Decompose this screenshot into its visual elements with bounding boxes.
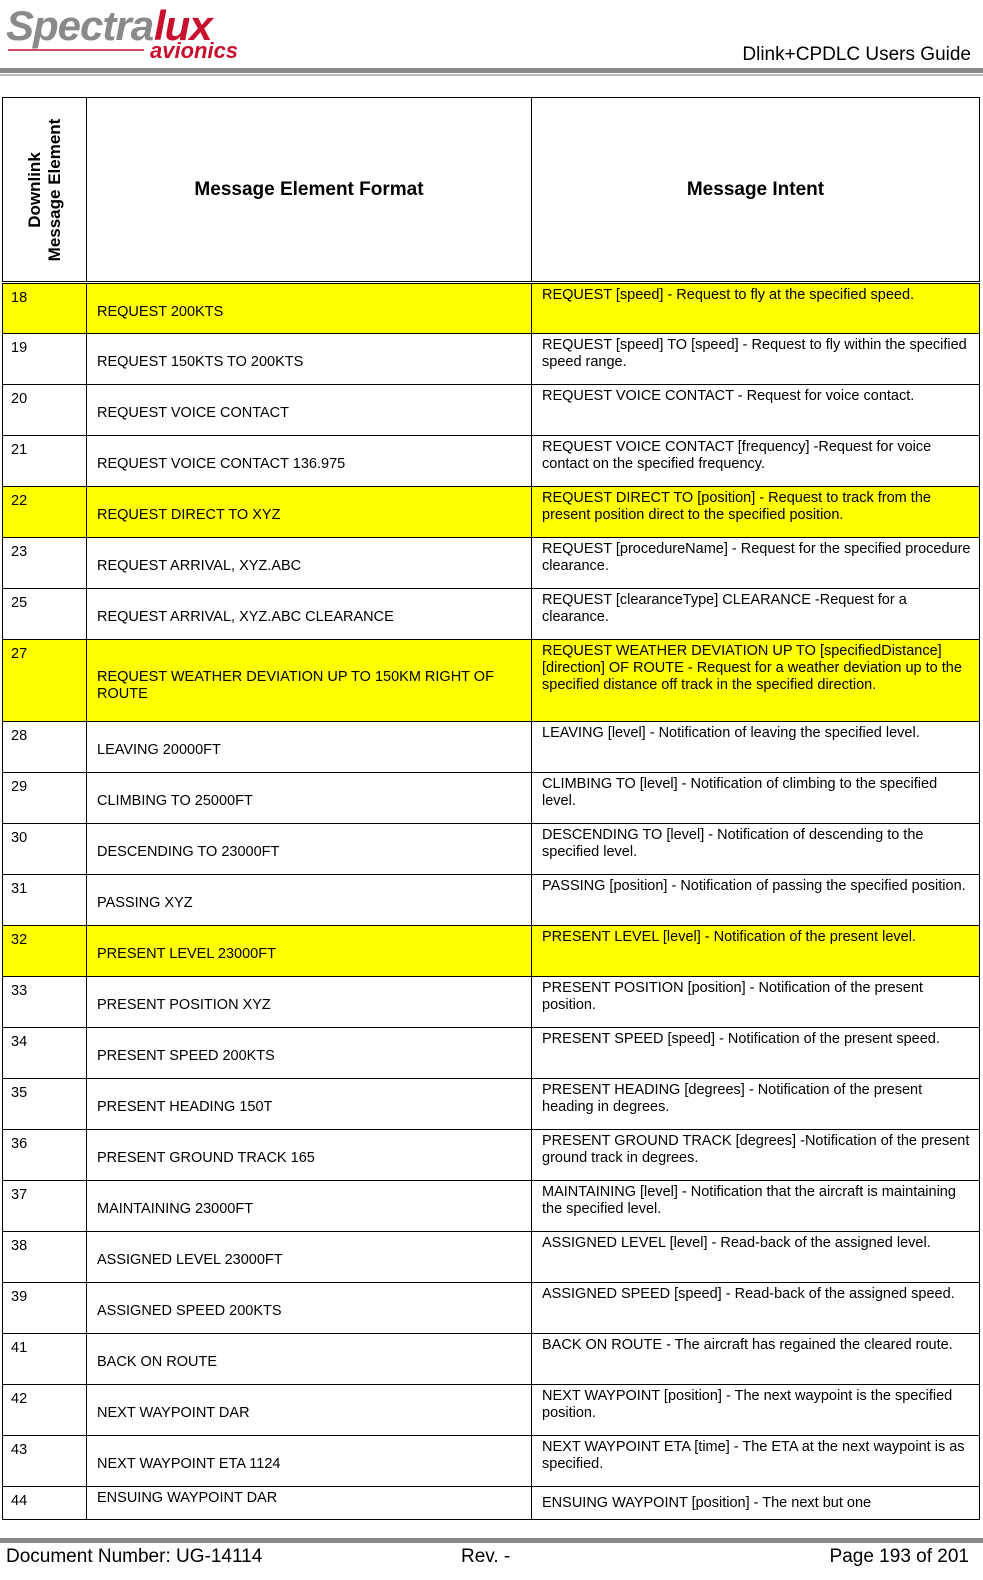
table-row — [3, 1130, 980, 1181]
row-number: 27 — [3, 640, 87, 722]
page-number: Page 193 of 201 — [829, 1546, 969, 1567]
table-row — [3, 538, 980, 589]
row-intent: ASSIGNED LEVEL [level] - Read-back of the assigned level. — [532, 1232, 980, 1283]
row-format: BACK ON ROUTE — [87, 1334, 532, 1385]
svg-text:avionics: avionics — [150, 38, 239, 63]
row-intent: LEAVING [level] - Notification of leaving the specified level. — [532, 722, 980, 773]
row-format: NEXT WAYPOINT ETA 1124 — [87, 1436, 532, 1487]
row-intent: PASSING [position] - Notification of passing the specified position. — [532, 875, 980, 926]
table-row — [3, 334, 980, 385]
row-intent: ASSIGNED SPEED [speed] - Read-back of the assigned speed. — [532, 1283, 980, 1334]
row-intent: REQUEST WEATHER DEVIATION UP TO [specifiedDistance] [direction] OF ROUTE - Request for a weather deviation up to the specified distance off track in the specified direction. — [532, 640, 980, 722]
row-number: 34 — [3, 1028, 87, 1079]
row-format: REQUEST VOICE CONTACT 136.975 — [87, 436, 532, 487]
table-row — [3, 436, 980, 487]
row-intent: PRESENT POSITION [position] - Notification of the present position. — [532, 977, 980, 1028]
table-row — [3, 773, 980, 824]
row-number: 18 — [3, 283, 87, 334]
row-format: PRESENT SPEED 200KTS — [87, 1028, 532, 1079]
row-format: ASSIGNED SPEED 200KTS — [87, 1283, 532, 1334]
row-intent: REQUEST [speed] TO [speed] - Request to fly within the specified speed range. — [532, 334, 980, 385]
table-row — [3, 875, 980, 926]
table-row — [3, 1334, 980, 1385]
document-number: Document Number: UG-14114 — [6, 1546, 263, 1567]
row-intent: REQUEST [procedureName] - Request for the specified procedure clearance. — [532, 538, 980, 589]
row-number: 37 — [3, 1181, 87, 1232]
row-number: 23 — [3, 538, 87, 589]
row-format: REQUEST ARRIVAL, XYZ.ABC — [87, 538, 532, 589]
row-format: DESCENDING TO 23000FT — [87, 824, 532, 875]
row-format: PRESENT LEVEL 23000FT — [87, 926, 532, 977]
row-intent: REQUEST DIRECT TO [position] - Request to track from the present position direct to the specified position. — [532, 487, 980, 538]
row-intent: PRESENT LEVEL [level] - Notification of the present level. — [532, 926, 980, 977]
row-format: REQUEST WEATHER DEVIATION UP TO 150KM RIGHT OF ROUTE — [87, 640, 532, 722]
table-row — [3, 1283, 980, 1334]
row-intent: REQUEST [speed] - Request to fly at the specified speed. — [532, 283, 980, 334]
row-number: 39 — [3, 1283, 87, 1334]
row-format: NEXT WAYPOINT DAR — [87, 1385, 532, 1436]
row-format: REQUEST 150KTS TO 200KTS — [87, 334, 532, 385]
row-number: 35 — [3, 1079, 87, 1130]
table-row — [3, 926, 980, 977]
row-intent: NEXT WAYPOINT ETA [time] - The ETA at the next waypoint is as specified. — [532, 1436, 980, 1487]
row-intent: MAINTAINING [level] - Notification that the aircraft is maintaining the specified level. — [532, 1181, 980, 1232]
row-intent: REQUEST [clearanceType] CLEARANCE -Request for a clearance. — [532, 589, 980, 640]
row-intent: DESCENDING TO [level] - Notification of descending to the specified level. — [532, 824, 980, 875]
row-intent: ENSUING WAYPOINT [position] - The next but one — [532, 1487, 980, 1520]
row-format: PRESENT HEADING 150T — [87, 1079, 532, 1130]
row-number: 42 — [3, 1385, 87, 1436]
table-row — [3, 589, 980, 640]
row-number: 25 — [3, 589, 87, 640]
row-intent: REQUEST VOICE CONTACT - Request for voice contact. — [532, 385, 980, 436]
table-row — [3, 487, 980, 538]
header-message-element-format: Message Element Format — [87, 98, 532, 283]
row-format: LEAVING 20000FT — [87, 722, 532, 773]
table-row — [3, 1028, 980, 1079]
table-row — [3, 1181, 980, 1232]
header-message-intent: Message Intent — [532, 98, 980, 283]
row-format: REQUEST VOICE CONTACT — [87, 385, 532, 436]
table-row — [3, 977, 980, 1028]
table-row — [3, 1232, 980, 1283]
row-format: MAINTAINING 23000FT — [87, 1181, 532, 1232]
row-format: REQUEST DIRECT TO XYZ — [87, 487, 532, 538]
table-row — [3, 1079, 980, 1130]
page-header — [0, 0, 983, 90]
spectralux-logo — [4, 2, 264, 66]
row-number: 44 — [3, 1487, 87, 1520]
document-title: Dlink+CPDLC Users Guide — [742, 44, 971, 65]
table-row — [3, 1385, 980, 1436]
row-number: 22 — [3, 487, 87, 538]
revision: Rev. - — [461, 1546, 511, 1567]
row-number: 43 — [3, 1436, 87, 1487]
row-number: 31 — [3, 875, 87, 926]
table-row — [3, 824, 980, 875]
row-number: 30 — [3, 824, 87, 875]
table-row — [3, 385, 980, 436]
table-row — [3, 1436, 980, 1487]
row-number: 29 — [3, 773, 87, 824]
row-format: ASSIGNED LEVEL 23000FT — [87, 1232, 532, 1283]
row-format: CLIMBING TO 25000FT — [87, 773, 532, 824]
row-number: 19 — [3, 334, 87, 385]
header-rule — [0, 68, 983, 73]
header-downlink-message-element: Downlink Message Element — [3, 98, 87, 283]
row-intent: NEXT WAYPOINT [position] - The next waypoint is the specified position. — [532, 1385, 980, 1436]
row-number: 38 — [3, 1232, 87, 1283]
row-format: REQUEST ARRIVAL, XYZ.ABC CLEARANCE — [87, 589, 532, 640]
row-intent: BACK ON ROUTE - The aircraft has regained the cleared route. — [532, 1334, 980, 1385]
svg-text:Spectra: Spectra — [6, 2, 154, 49]
row-number: 28 — [3, 722, 87, 773]
row-number: 32 — [3, 926, 87, 977]
table-header-row — [3, 98, 980, 283]
row-number: 36 — [3, 1130, 87, 1181]
row-format: PASSING XYZ — [87, 875, 532, 926]
row-number: 20 — [3, 385, 87, 436]
footer-rule — [0, 1538, 983, 1543]
row-format: REQUEST 200KTS — [87, 283, 532, 334]
row-number: 21 — [3, 436, 87, 487]
row-intent: PRESENT HEADING [degrees] - Notification of the present heading in degrees. — [532, 1079, 980, 1130]
table-row — [3, 1487, 980, 1520]
svg-text:lux: lux — [154, 2, 212, 49]
row-intent: CLIMBING TO [level] - Notification of climbing to the specified level. — [532, 773, 980, 824]
table-row — [3, 283, 980, 334]
header-rule-thin — [0, 74, 983, 76]
row-intent: REQUEST VOICE CONTACT [frequency] -Request for voice contact on the specified frequency. — [532, 436, 980, 487]
message-table — [2, 97, 980, 1520]
table-row — [3, 722, 980, 773]
row-number: 33 — [3, 977, 87, 1028]
row-intent: PRESENT SPEED [speed] - Notification of the present speed. — [532, 1028, 980, 1079]
row-format: PRESENT POSITION XYZ — [87, 977, 532, 1028]
table-row — [3, 640, 980, 722]
row-number: 41 — [3, 1334, 87, 1385]
row-intent: PRESENT GROUND TRACK [degrees] -Notification of the present ground track in degrees. — [532, 1130, 980, 1181]
row-format: ENSUING WAYPOINT DAR — [87, 1487, 532, 1520]
row-format: PRESENT GROUND TRACK 165 — [87, 1130, 532, 1181]
